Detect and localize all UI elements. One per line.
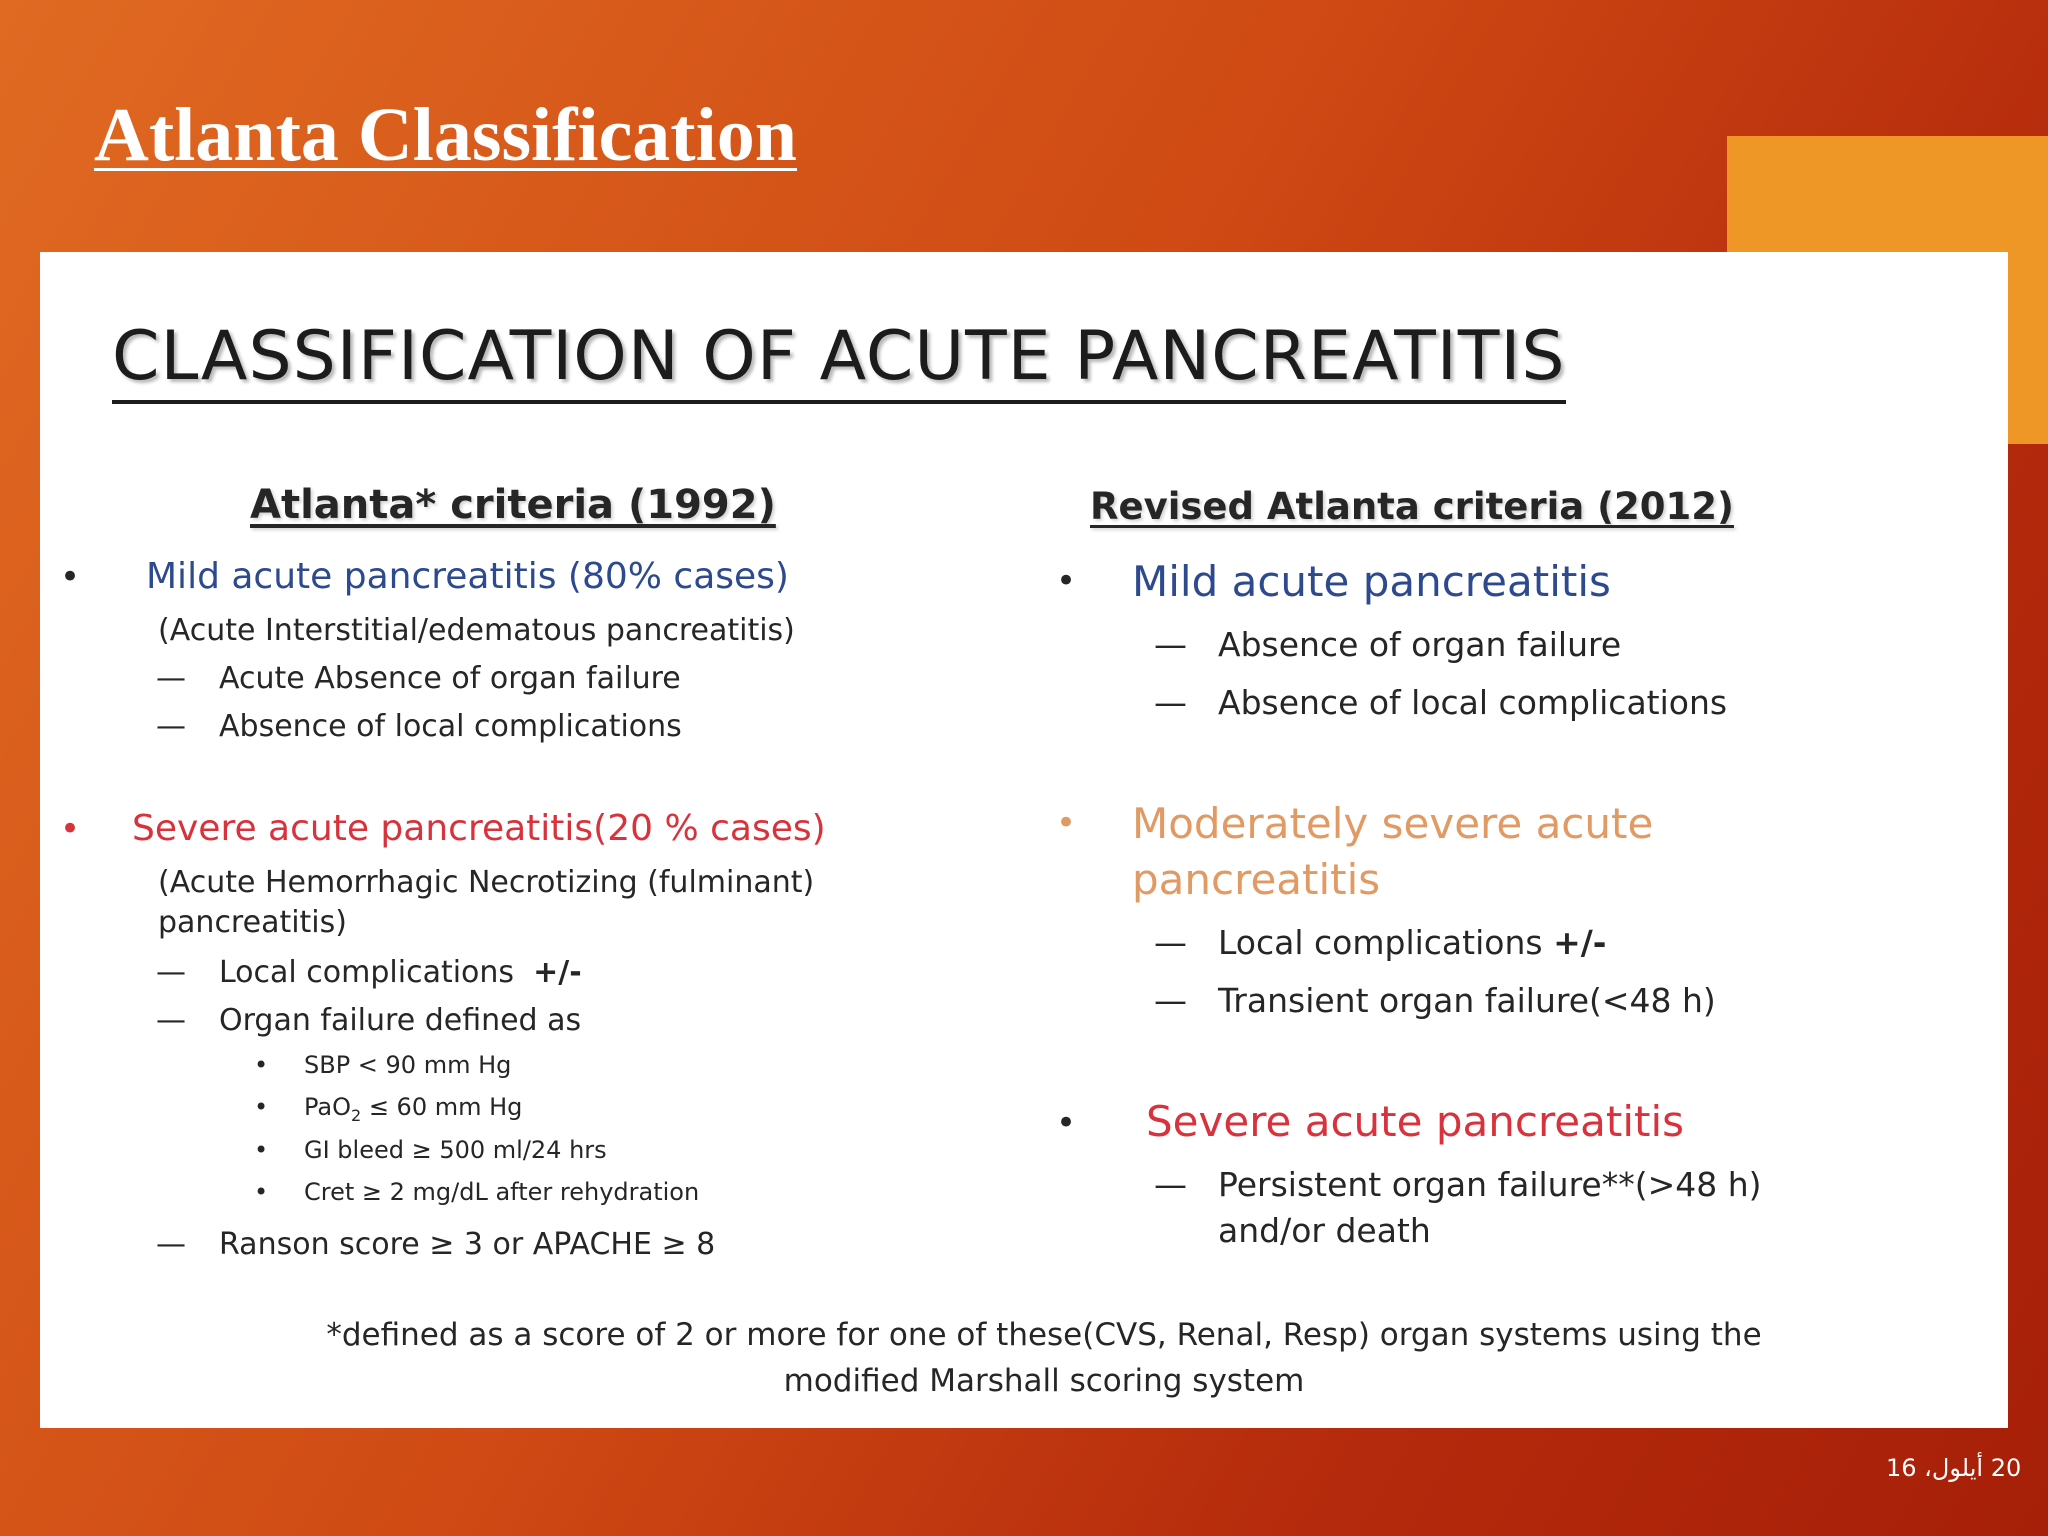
- pao2-suffix: ≤ 60 mm Hg: [361, 1093, 523, 1121]
- pao2-prefix: PaO: [304, 1093, 351, 1121]
- bullet-marker: •: [1056, 1103, 1077, 1143]
- small-bullet-marker: •: [254, 1178, 269, 1206]
- dash-marker: —: [1154, 625, 1187, 664]
- plus-minus-label: +/-: [533, 955, 582, 990]
- footnote-line: *defined as a score of 2 or more for one of these(CVS, Renal, Resp) organ systems using the: [326, 1317, 1762, 1353]
- dash-marker: —: [156, 661, 186, 696]
- pao2-subscript: 2: [351, 1105, 362, 1125]
- small-bullet-marker: •: [254, 1093, 269, 1121]
- right-mild-item: Absence of local complications: [1218, 683, 1728, 722]
- bullet-marker: •: [1056, 803, 1077, 843]
- right-severe-title: Severe acute pancreatitis: [1146, 1097, 1685, 1146]
- right-mild-title: Mild acute pancreatitis: [1132, 557, 1611, 606]
- criterion-sbp: SBP < 90 mm Hg: [304, 1051, 512, 1079]
- plus-minus-label: +/-: [1553, 923, 1607, 962]
- left-severe-subtitle: (Acute Hemorrhagic Necrotizing (fulminant): [158, 865, 815, 900]
- left-mild-item: Acute Absence of organ failure: [219, 661, 681, 696]
- footnote-line: modified Marshall scoring system: [783, 1363, 1305, 1399]
- small-bullet-marker: •: [254, 1136, 269, 1164]
- classification-panel: [40, 252, 2008, 1428]
- dash-marker: —: [156, 955, 186, 990]
- bullet-marker: •: [60, 557, 81, 597]
- bullet-marker: •: [60, 809, 81, 849]
- right-moderate-title: pancreatitis: [1132, 855, 1381, 904]
- panel-heading: CLASSIFICATION OF ACUTE PANCREATITIS: [112, 314, 1566, 404]
- left-local-complications: [219, 956, 582, 991]
- left-mild-subtitle: (Acute Interstitial/edematous pancreatitis): [158, 613, 795, 648]
- criterion-cret: Cret ≥ 2 mg/dL after rehydration: [304, 1178, 700, 1206]
- left-severe-title: Severe acute pancreatitis(20 % cases): [132, 808, 826, 849]
- right-mild-item: Absence of organ failure: [1218, 625, 1622, 664]
- slide-title: Atlanta Classification: [94, 93, 797, 177]
- dash-marker: —: [1154, 981, 1187, 1020]
- left-mild-item: Absence of local complications: [219, 709, 682, 744]
- left-severe-subtitle: pancreatitis): [158, 905, 347, 940]
- local-complications-label: Local complications: [219, 955, 515, 990]
- criterion-pao2: [304, 1094, 522, 1125]
- dash-marker: —: [1154, 683, 1187, 722]
- criterion-gi-bleed: GI bleed ≥ 500 ml/24 hrs: [304, 1136, 607, 1164]
- right-transient-organ-failure: Transient organ failure(<48 h): [1218, 981, 1716, 1020]
- dash-marker: —: [1154, 923, 1187, 962]
- bullet-marker: •: [1056, 561, 1077, 601]
- dash-marker: —: [156, 1227, 186, 1262]
- dash-marker: —: [156, 1003, 186, 1038]
- right-local-complications: [1218, 924, 1606, 962]
- right-moderate-title: Moderately severe acute: [1132, 799, 1654, 848]
- dash-marker: —: [156, 709, 186, 744]
- left-column-heading: Atlanta* criteria (1992): [250, 482, 776, 528]
- right-persistent-organ-failure: Persistent organ failure**(>48 h): [1218, 1165, 1762, 1204]
- dash-marker: —: [1154, 1165, 1187, 1204]
- left-organ-failure: Organ failure defined as: [219, 1003, 582, 1038]
- left-ranson-score: Ranson score ≥ 3 or APACHE ≥ 8: [219, 1227, 716, 1262]
- right-column-heading: Revised Atlanta criteria (2012): [1090, 485, 1734, 528]
- slide-date: 20 أيلول، 16: [1886, 1454, 2022, 1482]
- left-mild-title: Mild acute pancreatitis (80% cases): [146, 556, 789, 597]
- right-persistent-organ-failure: and/or death: [1218, 1211, 1431, 1250]
- small-bullet-marker: •: [254, 1051, 269, 1079]
- local-complications-label: Local complications: [1218, 923, 1543, 962]
